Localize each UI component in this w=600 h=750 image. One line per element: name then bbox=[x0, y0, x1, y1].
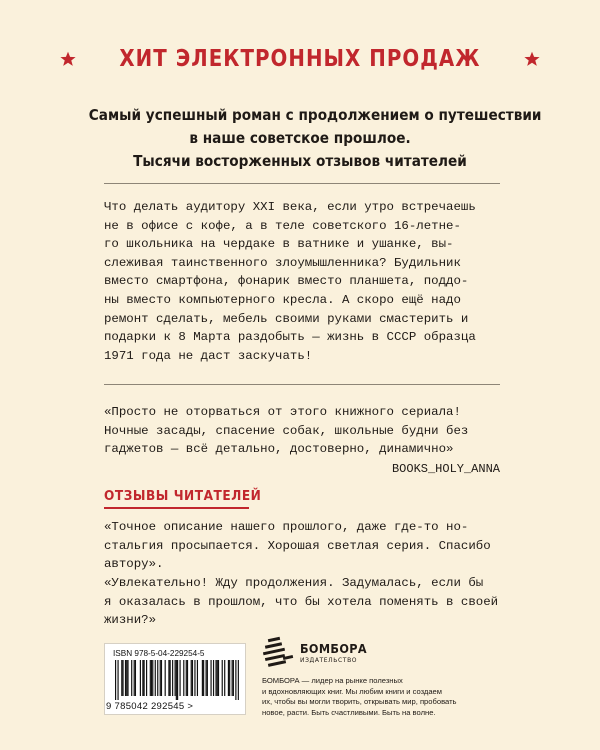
synopsis-line: го школьника на чердаке в ватнике и ушанке, вы- bbox=[104, 237, 454, 252]
barcode-bar bbox=[172, 660, 173, 696]
review-1 bbox=[104, 518, 504, 574]
barcode-bar bbox=[151, 660, 152, 696]
quote-author: BOOKS_HOLY_ANNA bbox=[391, 462, 500, 476]
barcode-bar bbox=[176, 660, 177, 700]
synopsis-line: ны вместо компьютерного кресла. А скоро ещё надо bbox=[104, 292, 461, 307]
barcode-bar bbox=[206, 660, 207, 696]
barcode-bar bbox=[122, 660, 123, 696]
bestseller-banner bbox=[0, 44, 600, 74]
barcode-bar bbox=[126, 660, 127, 696]
publisher-description-line: новое, расти. Быть счастливыми. Быть на волне. bbox=[262, 707, 436, 717]
barcode-bar bbox=[222, 660, 223, 696]
barcode-bar bbox=[117, 660, 118, 700]
barcode-bar bbox=[224, 660, 225, 696]
barcode-bar bbox=[207, 660, 208, 696]
review-line: «Увлекательно! Жду продолжения. Задумалась, если бы bbox=[104, 576, 484, 590]
quote-line: «Просто не оторваться от этого книжного сериала! bbox=[104, 405, 461, 419]
barcode-bar bbox=[218, 660, 219, 696]
reviews-heading: ОТЗЫВЫ ЧИТАТЕЛЕЙ bbox=[104, 488, 262, 504]
barcode-bar bbox=[202, 660, 203, 696]
review-line: стальгия просыпается. Хорошая светлая серия. Спасибо bbox=[104, 538, 491, 553]
barcode-bar bbox=[161, 660, 162, 696]
tagline-line: Самый успешный роман с продолжением о путешествии bbox=[88, 106, 542, 124]
review-line: автору». bbox=[104, 557, 164, 572]
barcode-bar bbox=[127, 660, 128, 696]
publisher-description bbox=[262, 676, 502, 718]
star-icon bbox=[60, 51, 76, 67]
barcode-bar bbox=[175, 660, 176, 696]
barcode-bar bbox=[228, 660, 229, 696]
review-line: «Точное описание нашего прошлого, даже где-то но- bbox=[104, 520, 469, 534]
barcode-bar bbox=[155, 660, 156, 696]
barcode-bar bbox=[191, 660, 192, 696]
barcode-icon bbox=[115, 660, 239, 700]
barcode-bar bbox=[213, 660, 214, 696]
barcode-bar bbox=[142, 660, 143, 696]
bombora-logo-icon bbox=[262, 636, 296, 668]
tagline-line: Тысячи восторженных отзывов читателей bbox=[133, 152, 467, 170]
divider-top bbox=[104, 183, 500, 184]
isbn-label: ISBN 978-5-04-229254-5 bbox=[113, 649, 205, 658]
synopsis-line: не в офисе с кофе, а в теле советского 16-летне- bbox=[104, 218, 461, 233]
barcode-bar bbox=[238, 660, 239, 700]
tagline bbox=[60, 104, 540, 173]
barcode-bar bbox=[140, 660, 141, 696]
synopsis-line: слеживая таинственного злоумышленника? Будильник bbox=[104, 255, 461, 270]
barcode-bar bbox=[186, 660, 187, 696]
tagline-line: в наше советское прошлое. bbox=[189, 129, 411, 147]
barcode-bar bbox=[215, 660, 216, 696]
barcode-bar bbox=[150, 660, 151, 696]
synopsis-line: 1971 года не даст заскучать! bbox=[104, 348, 313, 363]
star-icon bbox=[524, 51, 540, 67]
synopsis-line: Что делать аудитору XXI века, если утро встречаешь bbox=[104, 200, 476, 214]
barcode-bar bbox=[233, 660, 234, 696]
barcode-bar bbox=[131, 660, 132, 696]
publisher-subtitle: ИЗДАТЕЛЬСТВО bbox=[300, 657, 358, 664]
barcode-bar bbox=[146, 660, 147, 696]
barcode-bar bbox=[192, 660, 193, 696]
synopsis bbox=[104, 198, 504, 365]
barcode-bar bbox=[217, 660, 218, 696]
synopsis-line: подарки к 8 Марта раздобыть — жизнь в СССР образца bbox=[104, 330, 476, 345]
barcode-bar bbox=[187, 660, 188, 696]
barcode-bar bbox=[125, 660, 126, 696]
barcode-bar bbox=[121, 660, 122, 696]
review-2 bbox=[104, 574, 504, 630]
quote-line: гаджетов — всё детально, достоверно, динамично» bbox=[104, 442, 454, 457]
publisher-description-line: БОМБОРА — лидер на рынке полезных bbox=[262, 676, 403, 685]
barcode-panel bbox=[104, 643, 246, 715]
divider-bottom bbox=[104, 384, 500, 385]
barcode-bar bbox=[210, 660, 211, 696]
barcode-bar bbox=[179, 660, 180, 696]
barcode-bar bbox=[232, 660, 233, 696]
barcode-digits: 9 785042 292545 > bbox=[106, 701, 194, 712]
barcode-bar bbox=[194, 660, 195, 696]
barcode-bar bbox=[160, 660, 161, 696]
barcode-bar bbox=[235, 660, 236, 700]
review-line: я оказалась в прошлом, что бы хотела поменять в своей bbox=[104, 594, 499, 609]
barcode-bar bbox=[165, 660, 166, 696]
barcode-bar bbox=[197, 660, 198, 696]
barcode-bar bbox=[203, 660, 204, 696]
featured-quote bbox=[104, 403, 504, 459]
review-line: жизни?» bbox=[104, 613, 157, 628]
publisher-description-line: и вдохновляющих книг. Мы любим книги и создаем bbox=[262, 686, 443, 696]
barcode-bar bbox=[177, 660, 178, 700]
barcode-bar bbox=[157, 660, 158, 696]
barcode-bar bbox=[170, 660, 171, 696]
barcode-bar bbox=[152, 660, 153, 696]
barcode-bar bbox=[168, 660, 169, 696]
barcode-bar bbox=[144, 660, 145, 696]
quote-line: Ночные засады, спасение собак, школьные будни без bbox=[104, 423, 469, 438]
barcode-bar bbox=[183, 660, 184, 696]
publisher-description-line: их, чтобы вы могли творить, открывать мир, пробовать bbox=[262, 697, 457, 707]
barcode-bar bbox=[229, 660, 230, 696]
barcode-bar bbox=[135, 660, 136, 696]
bestseller-title: ХИТ ЭЛЕКТРОННЫХ ПРОДАЖ bbox=[119, 46, 481, 72]
reviews-heading-underline bbox=[104, 507, 249, 509]
barcode-bar bbox=[115, 660, 116, 700]
barcode-bar bbox=[134, 660, 135, 696]
synopsis-line: ремонт сделать, мебель своими руками смастерить и bbox=[104, 311, 469, 326]
publisher-name: БОМБОРА bbox=[300, 641, 367, 656]
synopsis-line: вместо смартфона, фонарик вместо планшета, поддо- bbox=[104, 274, 469, 289]
